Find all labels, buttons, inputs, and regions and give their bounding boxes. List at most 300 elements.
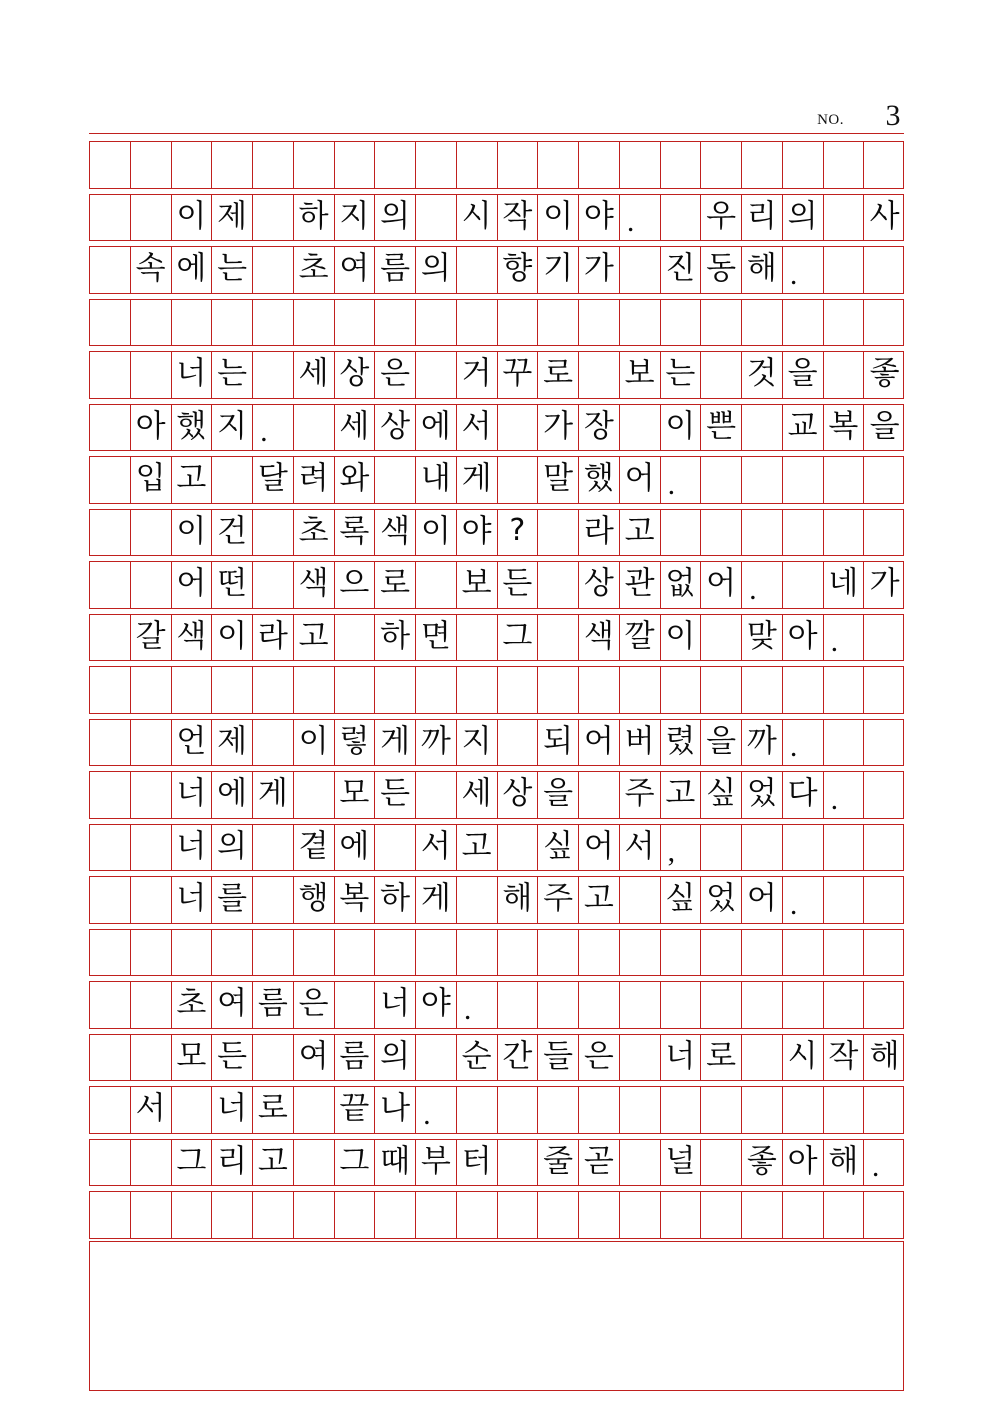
- manuscript-char: 이: [420, 513, 451, 550]
- manuscript-cell: [620, 615, 661, 661]
- manuscript-cell: [824, 1140, 865, 1186]
- manuscript-cell: [620, 982, 661, 1028]
- manuscript-cell: [335, 1035, 376, 1081]
- manuscript-cell: [701, 1192, 742, 1238]
- manuscript-cell: [294, 667, 335, 713]
- manuscript-char: .: [871, 1150, 880, 1184]
- manuscript-cell: [661, 615, 702, 661]
- manuscript-char: 아: [135, 408, 166, 445]
- manuscript-cell: [783, 1035, 824, 1081]
- manuscript-char: 싶: [665, 880, 696, 917]
- manuscript-cell: [90, 142, 131, 188]
- manuscript-cell: [864, 457, 905, 503]
- manuscript-cell: [131, 562, 172, 608]
- manuscript-cell: [131, 667, 172, 713]
- manuscript-char: 작: [502, 198, 533, 235]
- manuscript-cell: [579, 772, 620, 818]
- manuscript-char: 좋: [746, 1143, 777, 1180]
- manuscript-char: 어: [583, 828, 614, 865]
- manuscript-cell: [172, 1035, 213, 1081]
- manuscript-char: 진: [665, 250, 696, 287]
- manuscript-cell: [457, 982, 498, 1028]
- manuscript-cell: [253, 1140, 294, 1186]
- manuscript-char: 너: [176, 355, 207, 392]
- manuscript-cell: [131, 982, 172, 1028]
- manuscript-cell: [824, 825, 865, 871]
- manuscript-cell: [661, 457, 702, 503]
- manuscript-cell: [212, 877, 253, 923]
- manuscript-cell: [701, 510, 742, 556]
- manuscript-char: 말: [543, 460, 574, 497]
- manuscript-char: 너: [380, 985, 411, 1022]
- manuscript-cell: [864, 405, 905, 451]
- manuscript-cell: [864, 562, 905, 608]
- manuscript-char: 의: [420, 250, 451, 287]
- manuscript-cell: [701, 457, 742, 503]
- manuscript-cell: [661, 720, 702, 766]
- manuscript-row: [89, 929, 904, 977]
- manuscript-cell: [538, 405, 579, 451]
- manuscript-char: 의: [217, 828, 248, 865]
- manuscript-cell: [538, 877, 579, 923]
- manuscript-row: [89, 1034, 904, 1082]
- manuscript-row: [89, 876, 904, 924]
- manuscript-cell: [90, 1192, 131, 1238]
- manuscript-grid: [89, 141, 904, 1244]
- manuscript-cell: [172, 562, 213, 608]
- manuscript-char: 까: [420, 723, 451, 760]
- manuscript-cell: [824, 930, 865, 976]
- manuscript-char: 서: [420, 828, 451, 865]
- manuscript-char: 했: [176, 408, 207, 445]
- manuscript-char: 고: [461, 828, 492, 865]
- manuscript-cell: [253, 982, 294, 1028]
- manuscript-row: [89, 771, 904, 819]
- manuscript-char: 것: [746, 355, 777, 392]
- manuscript-cell: [416, 562, 457, 608]
- manuscript-cell: [661, 772, 702, 818]
- manuscript-cell: [742, 457, 783, 503]
- page-header: [89, 96, 904, 134]
- manuscript-char: 순: [461, 1038, 492, 1075]
- manuscript-char: 갈: [135, 618, 166, 655]
- manuscript-cell: [661, 142, 702, 188]
- manuscript-char: 상: [380, 408, 411, 445]
- manuscript-cell: [212, 300, 253, 346]
- manuscript-char: 시: [461, 198, 492, 235]
- manuscript-cell: [538, 247, 579, 293]
- manuscript-char: 은: [583, 1038, 614, 1075]
- manuscript-char: 너: [176, 880, 207, 917]
- manuscript-row: [89, 141, 904, 189]
- manuscript-cell: [742, 877, 783, 923]
- manuscript-cell: [783, 1192, 824, 1238]
- manuscript-cell: [620, 352, 661, 398]
- manuscript-cell: [416, 142, 457, 188]
- manuscript-char: 하: [380, 618, 411, 655]
- manuscript-cell: [253, 247, 294, 293]
- manuscript-cell: [294, 352, 335, 398]
- manuscript-cell: [864, 982, 905, 1028]
- manuscript-cell: [90, 352, 131, 398]
- manuscript-char: 작: [828, 1038, 859, 1075]
- manuscript-cell: [579, 247, 620, 293]
- manuscript-cell: [620, 195, 661, 241]
- manuscript-cell: [172, 720, 213, 766]
- manuscript-char: 까: [746, 723, 777, 760]
- manuscript-cell: [783, 982, 824, 1028]
- manuscript-cell: [864, 300, 905, 346]
- manuscript-char: 거: [461, 355, 492, 392]
- manuscript-cell: [416, 1192, 457, 1238]
- manuscript-cell: [701, 1087, 742, 1133]
- manuscript-char: 의: [380, 198, 411, 235]
- manuscript-char: .: [749, 572, 757, 606]
- manuscript-cell: [172, 142, 213, 188]
- manuscript-cell: [335, 982, 376, 1028]
- manuscript-cell: [579, 405, 620, 451]
- manuscript-cell: [783, 510, 824, 556]
- manuscript-char: 초: [298, 513, 329, 550]
- manuscript-cell: [579, 877, 620, 923]
- manuscript-cell: [416, 667, 457, 713]
- manuscript-cell: [335, 720, 376, 766]
- manuscript-cell: [457, 510, 498, 556]
- manuscript-cell: [90, 562, 131, 608]
- manuscript-char: .: [789, 257, 798, 291]
- manuscript-char: 내: [420, 460, 451, 497]
- manuscript-cell: [538, 510, 579, 556]
- manuscript-cell: [701, 825, 742, 871]
- manuscript-char: 되: [543, 723, 574, 760]
- manuscript-cell: [498, 720, 539, 766]
- manuscript-cell: [212, 405, 253, 451]
- manuscript-cell: [90, 615, 131, 661]
- manuscript-char: 네: [828, 565, 859, 602]
- manuscript-char: 지: [217, 408, 248, 445]
- manuscript-cell: [824, 247, 865, 293]
- manuscript-cell: [824, 352, 865, 398]
- manuscript-cell: [416, 247, 457, 293]
- manuscript-char: 어: [624, 460, 655, 497]
- manuscript-cell: [416, 457, 457, 503]
- manuscript-cell: [701, 667, 742, 713]
- manuscript-cell: [783, 930, 824, 976]
- manuscript-char: 해: [502, 880, 533, 917]
- manuscript-row: [89, 561, 904, 609]
- manuscript-char: 깔: [624, 618, 655, 655]
- manuscript-cell: [498, 457, 539, 503]
- manuscript-cell: [824, 772, 865, 818]
- manuscript-char: 이: [665, 618, 696, 655]
- manuscript-char: 세: [298, 355, 329, 392]
- manuscript-cell: [620, 510, 661, 556]
- manuscript-char: 곧: [583, 1143, 614, 1180]
- manuscript-cell: [90, 1087, 131, 1133]
- manuscript-cell: [783, 772, 824, 818]
- manuscript-cell: [701, 930, 742, 976]
- manuscript-cell: [620, 1087, 661, 1133]
- manuscript-cell: [742, 562, 783, 608]
- manuscript-cell: [457, 247, 498, 293]
- manuscript-cell: [457, 457, 498, 503]
- manuscript-cell: [375, 615, 416, 661]
- manuscript-cell: [864, 667, 905, 713]
- manuscript-cell: [416, 877, 457, 923]
- manuscript-cell: [620, 405, 661, 451]
- manuscript-char: 없: [665, 565, 696, 602]
- manuscript-cell: [701, 405, 742, 451]
- manuscript-char: 하: [298, 198, 329, 235]
- manuscript-row: [89, 351, 904, 399]
- manuscript-cell: [212, 1192, 253, 1238]
- manuscript-cell: [864, 877, 905, 923]
- manuscript-cell: [294, 142, 335, 188]
- manuscript-char: 맞: [746, 618, 777, 655]
- manuscript-cell: [172, 1140, 213, 1186]
- manuscript-cell: [864, 352, 905, 398]
- manuscript-char: 지: [461, 723, 492, 760]
- manuscript-cell: [212, 772, 253, 818]
- manuscript-cell: [661, 667, 702, 713]
- manuscript-char: 으: [339, 565, 370, 602]
- manuscript-char: 렇: [339, 723, 370, 760]
- manuscript-cell: [783, 1087, 824, 1133]
- manuscript-cell: [620, 247, 661, 293]
- manuscript-char: 교: [787, 408, 818, 445]
- manuscript-char: 고: [176, 460, 207, 497]
- manuscript-cell: [335, 877, 376, 923]
- manuscript-char: ,: [667, 835, 676, 869]
- manuscript-cell: [375, 982, 416, 1028]
- manuscript-cell: [131, 300, 172, 346]
- manuscript-char: 을: [706, 723, 737, 760]
- manuscript-cell: [253, 877, 294, 923]
- manuscript-char: 주: [624, 775, 655, 812]
- manuscript-cell: [579, 1087, 620, 1133]
- manuscript-cell: [783, 195, 824, 241]
- manuscript-char: 이: [176, 198, 207, 235]
- manuscript-cell: [742, 195, 783, 241]
- manuscript-cell: [742, 667, 783, 713]
- manuscript-cell: [294, 825, 335, 871]
- manuscript-char: 이: [217, 618, 248, 655]
- manuscript-char: 는: [665, 355, 696, 392]
- manuscript-cell: [661, 930, 702, 976]
- manuscript-cell: [416, 405, 457, 451]
- manuscript-cell: [864, 1087, 905, 1133]
- manuscript-row: [89, 719, 904, 767]
- manuscript-row: [89, 1191, 904, 1239]
- manuscript-cell: [375, 1140, 416, 1186]
- manuscript-char: 고: [257, 1143, 288, 1180]
- manuscript-char: 었: [746, 775, 777, 812]
- manuscript-cell: [742, 300, 783, 346]
- manuscript-cell: [457, 877, 498, 923]
- manuscript-cell: [620, 300, 661, 346]
- manuscript-cell: [294, 247, 335, 293]
- manuscript-cell: [579, 720, 620, 766]
- manuscript-cell: [375, 667, 416, 713]
- manuscript-cell: [824, 195, 865, 241]
- manuscript-cell: [375, 1192, 416, 1238]
- manuscript-cell: [498, 1192, 539, 1238]
- manuscript-cell: [90, 1035, 131, 1081]
- manuscript-cell: [90, 457, 131, 503]
- manuscript-char: 고: [624, 513, 655, 550]
- manuscript-cell: [661, 247, 702, 293]
- manuscript-cell: [375, 720, 416, 766]
- manuscript-cell: [579, 930, 620, 976]
- manuscript-char: 게: [380, 723, 411, 760]
- manuscript-char: 세: [461, 775, 492, 812]
- manuscript-cell: [498, 615, 539, 661]
- manuscript-cell: [172, 510, 213, 556]
- manuscript-char: 를: [217, 880, 248, 917]
- manuscript-cell: [335, 1192, 376, 1238]
- manuscript-char: 색: [380, 513, 411, 550]
- manuscript-cell: [375, 195, 416, 241]
- manuscript-cell: [212, 562, 253, 608]
- manuscript-cell: [661, 352, 702, 398]
- manuscript-cell: [253, 1087, 294, 1133]
- manuscript-cell: [335, 1087, 376, 1133]
- manuscript-cell: [131, 195, 172, 241]
- manuscript-cell: [579, 300, 620, 346]
- manuscript-cell: [457, 300, 498, 346]
- manuscript-char: 라: [257, 618, 288, 655]
- manuscript-cell: [212, 667, 253, 713]
- manuscript-char: 싶: [706, 775, 737, 812]
- manuscript-cell: [335, 352, 376, 398]
- manuscript-cell: [579, 510, 620, 556]
- manuscript-cell: [457, 667, 498, 713]
- manuscript-char: 쁜: [706, 408, 737, 445]
- manuscript-cell: [661, 195, 702, 241]
- manuscript-char: 그: [339, 1143, 370, 1180]
- manuscript-char: 해: [828, 1143, 859, 1180]
- manuscript-cell: [294, 1140, 335, 1186]
- manuscript-cell: [742, 352, 783, 398]
- manuscript-char: 을: [787, 355, 818, 392]
- manuscript-char: 리: [746, 198, 777, 235]
- manuscript-cell: [131, 720, 172, 766]
- manuscript-cell: [661, 1192, 702, 1238]
- manuscript-cell: [375, 352, 416, 398]
- page-number-value: 3: [885, 99, 901, 132]
- manuscript-char: 이: [665, 408, 696, 445]
- manuscript-cell: [131, 142, 172, 188]
- manuscript-row: [89, 246, 904, 294]
- manuscript-cell: [620, 667, 661, 713]
- manuscript-cell: [538, 562, 579, 608]
- manuscript-char: 상: [502, 775, 533, 812]
- manuscript-cell: [212, 510, 253, 556]
- manuscript-char: 는: [217, 355, 248, 392]
- manuscript-cell: [212, 615, 253, 661]
- manuscript-cell: [864, 195, 905, 241]
- manuscript-char: 주: [543, 880, 574, 917]
- manuscript-char: 이: [543, 198, 574, 235]
- manuscript-char: 색: [298, 565, 329, 602]
- manuscript-cell: [294, 720, 335, 766]
- manuscript-cell: [742, 772, 783, 818]
- manuscript-cell: [416, 615, 457, 661]
- manuscript-cell: [416, 982, 457, 1028]
- manuscript-cell: [172, 825, 213, 871]
- manuscript-cell: [498, 982, 539, 1028]
- manuscript-char: 야: [583, 198, 614, 235]
- manuscript-cell: [335, 562, 376, 608]
- manuscript-char: 사: [869, 198, 900, 235]
- manuscript-cell: [742, 1035, 783, 1081]
- manuscript-char: 초: [176, 985, 207, 1022]
- manuscript-row: [89, 1086, 904, 1134]
- manuscript-cell: [864, 720, 905, 766]
- manuscript-cell: [661, 300, 702, 346]
- manuscript-cell: [212, 352, 253, 398]
- manuscript-cell: [824, 562, 865, 608]
- manuscript-cell: [824, 405, 865, 451]
- manuscript-cell: [131, 825, 172, 871]
- manuscript-cell: [783, 300, 824, 346]
- manuscript-cell: [294, 615, 335, 661]
- manuscript-cell: [864, 615, 905, 661]
- manuscript-char: 에: [176, 250, 207, 287]
- manuscript-cell: [131, 457, 172, 503]
- manuscript-cell: [742, 930, 783, 976]
- manuscript-cell: [701, 772, 742, 818]
- manuscript-cell: [457, 1087, 498, 1133]
- manuscript-cell: [538, 720, 579, 766]
- manuscript-cell: [824, 510, 865, 556]
- manuscript-cell: [783, 1140, 824, 1186]
- manuscript-cell: [212, 720, 253, 766]
- manuscript-cell: [824, 720, 865, 766]
- manuscript-cell: [538, 1140, 579, 1186]
- manuscript-cell: [294, 562, 335, 608]
- manuscript-cell: [864, 510, 905, 556]
- manuscript-cell: [864, 1035, 905, 1081]
- manuscript-cell: [742, 1087, 783, 1133]
- manuscript-cell: [375, 1035, 416, 1081]
- manuscript-char: 어: [583, 723, 614, 760]
- manuscript-char: 면: [420, 618, 451, 655]
- manuscript-cell: [90, 405, 131, 451]
- manuscript-cell: [538, 667, 579, 713]
- manuscript-char: 로: [257, 1090, 288, 1127]
- manuscript-cell: [701, 352, 742, 398]
- manuscript-cell: [824, 457, 865, 503]
- manuscript-cell: [90, 510, 131, 556]
- manuscript-cell: [824, 1087, 865, 1133]
- manuscript-cell: [498, 405, 539, 451]
- manuscript-cell: [416, 195, 457, 241]
- manuscript-char: 모: [339, 775, 370, 812]
- manuscript-char: 름: [257, 985, 288, 1022]
- manuscript-cell: [416, 1035, 457, 1081]
- manuscript-row: [89, 299, 904, 347]
- manuscript-char: .: [789, 730, 798, 764]
- manuscript-cell: [90, 247, 131, 293]
- manuscript-cell: [131, 1035, 172, 1081]
- manuscript-char: 입: [135, 460, 166, 497]
- manuscript-char: 세: [339, 408, 370, 445]
- manuscript-char: 때: [380, 1143, 411, 1180]
- manuscript-cell: [131, 1192, 172, 1238]
- manuscript-cell: [172, 195, 213, 241]
- manuscript-char: 부: [420, 1143, 451, 1180]
